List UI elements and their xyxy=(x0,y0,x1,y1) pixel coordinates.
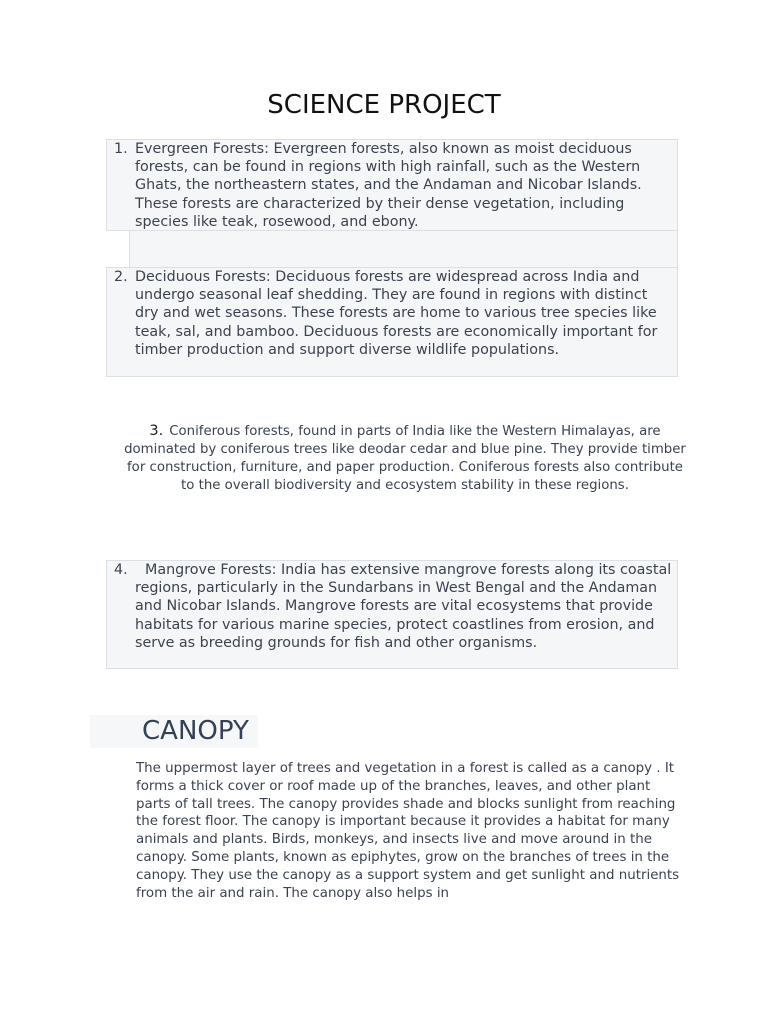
list-item-number: 4. xyxy=(114,562,128,578)
list-item-deciduous-forests xyxy=(106,267,678,377)
list-item-text: Coniferous forests, found in parts of India like the Western Himalayas, are dominated by coniferous trees like deodar cedar and blue pine. They provide timber for construction, furniture, and paper production. Coniferous forests also contribute to the overall biodiversity and ecosystem stability in these regions. xyxy=(124,424,686,493)
list-item-text: Evergreen Forests: Evergreen forests, also known as moist deciduous forests, can be found in regions with high rainfall, such as the Western Ghats, the northeastern states, and the Andaman and Nicobar Islands. These forests are characterized by their dense vegetation, including species like teak, rosewood, and ebony. xyxy=(135,141,642,230)
list-item-number: 3. xyxy=(149,423,164,439)
list-item-coniferous-forests xyxy=(124,422,686,495)
list-item-mangrove-forests xyxy=(106,560,678,669)
canopy-paragraph: The uppermost layer of trees and vegetation in a forest is called as a canopy . It forms a thick cover or roof made up of the branches, leaves, and other plant parts of tall trees. The canopy provides shade and blocks sunlight from reaching the forest floor. The canopy is important because it provides a habitat for many animals and plants. Birds, monkeys, and insects live and move around in the canopy. Some plants, known as epiphytes, grow on the branches of trees in the canopy. They use the canopy as a support system and get sunlight and nutrients from the air and rain. The canopy also helps in xyxy=(136,761,680,901)
list-item-text: Mangrove Forests: India has extensive mangrove forests along its coastal regions, particularly in the Sundarbans in West Bengal and the Andaman and Nicobar Islands. Mangrove forests are vital ecosystems that provide habitats for various marine species, protect coastlines from erosion, and serve as breeding grounds for fish and other organisms. xyxy=(135,562,672,651)
list-item-text: Deciduous Forests: Deciduous forests are widespread across India and undergo seasonal leaf shedding. They are found in regions with distinct dry and wet seasons. These forests are home to various tree species like teak, sal, and bamboo. Deciduous forests are economically important for timber production and support diverse wildlife populations. xyxy=(135,269,658,358)
empty-text-box xyxy=(129,230,678,268)
page-title: SCIENCE PROJECT xyxy=(267,90,501,120)
list-item-number: 2. xyxy=(114,269,128,285)
section-heading-canopy: CANOPY xyxy=(142,716,249,746)
list-item-number: 1. xyxy=(114,141,128,157)
list-item-evergreen-forests xyxy=(106,139,678,231)
